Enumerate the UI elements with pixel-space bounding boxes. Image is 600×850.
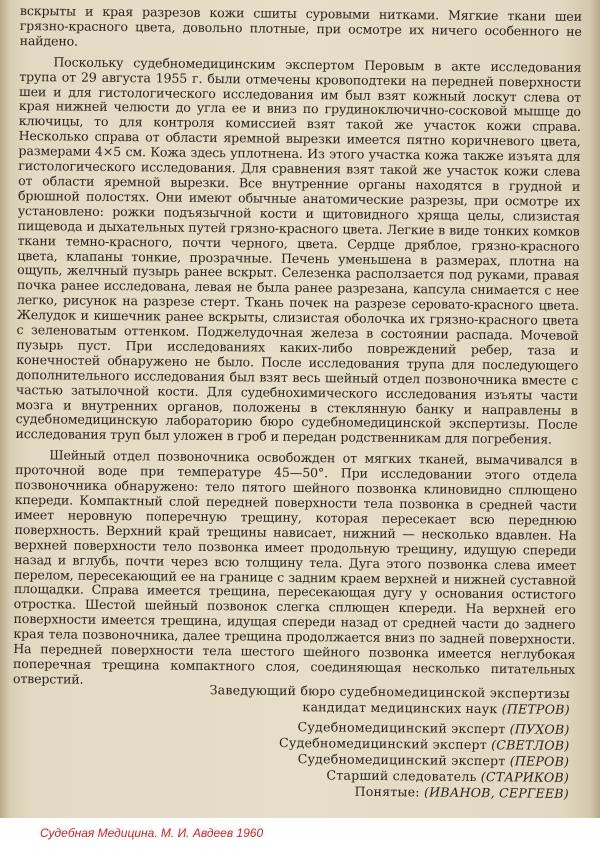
paragraph-autopsy-findings: Поскольку судебномедицинским экспертом Перовым в акте исследования трупа от 29 августа 1955 г. были отмечены кровоподтеки на передней поверхности шеи и для гистологического исследования им был взят кожный лоскут слева от края нижней челюсти до угла ее и вниз по грудиноключично-сосковой мышце до ключицы, то для контроля комиссией взят такой же участок кожи справа. Несколько справа от области яремной вырезки имеется пятно коричневого цвета, размерами 4×5 см. Кожа здесь уплотнена. Из этого участка кожа также изъята для гистологического исследования. Для сравнения взят такой же участок кожи слева от области яремной вырезки. Все внутренние органы находятся в грудной и брюшной полостях. Они имеют обычные анатомические разрезы, при осмотре их установлено: рожки подъязычной кости и щитовидного хряща целы, слизистая пищевода и дыхательных путей грязно-красного цвета. Легкие в виде тонких комков ткани темно-красного, почти черного, цвета. Сердце дряблое, грязно-красного цвета, клапаны тонкие, прозрачные. Печень уменьшена в размерах, плотна на ощупь, желчный пузырь ранее вскрыт. Селезенка расползается под руками, правая почка ранее исследована, левая не была ранее разрезана, капсула снимается с нее легко, рисунок на разрезе стерт. Ткань почек на разрезе серовато-красного цвета. Желудок и кишечник ранее вскрыты, слизистая оболочка их грязно-красного цвета с зеленоватым оттенком. Поджелудочная железа в состоянии распада. Мочевой пузырь пуст. При исследованиях каких-либо повреждений ребер, таза и конечностей обнаружено не было. После исследования трупа для последующего дополнительного исследования был взят весь шейный отдел позвоночника вместе с частью затылочной кости. Для судебнохимического исследования изъяты части мозга и внутренних органов, положены в стеклянную банку и направлены в судебномедицинскую лабораторию бюро судебномедицинской экспертизы. После исследования труп был уложен в гроб и передан родственникам для погребения. <box>15 54 582 447</box>
report-text <box>13 4 582 693</box>
signature-title: Судебномедицинский эксперт <box>279 734 488 753</box>
source-caption: Судебная Медицина. М. И. Авдеев 1960 <box>40 826 264 840</box>
signature-name-perov: (ПЕРОВ) <box>509 753 570 769</box>
signatures-block <box>169 682 570 802</box>
signature-head-title: Заведующий бюро судебномедицинской экспертизы <box>209 682 570 701</box>
signature-name-starikov: (СТАРИКОВ) <box>480 769 570 785</box>
signature-title: Старший следователь <box>326 767 477 785</box>
signature-name-witnesses: (ИВАНОВ, СЕРГЕЕВ) <box>423 784 569 801</box>
signature-name-svetlov: (СВЕТЛОВ) <box>491 737 570 753</box>
signature-name-petrov: (ПЕТРОВ) <box>501 701 570 717</box>
signature-head <box>170 698 570 718</box>
signature-head-degree: кандидат медицинских наук <box>302 699 498 717</box>
paragraph-continuation: вскрыты и края разрезов кожи сшиты суровыми нитками. Мягкие ткани шеи грязно-красного цвета, довольно плотные, при осмотре их ничего особенного не найдено. <box>19 3 582 49</box>
paragraph-spine-findings: Шейный отдел позвоночника освобожден от мягких тканей, вымачивался в проточной воде при температуре 45—50°. При исследовании этого отдела позвоночника обнаружено: тело пятого шейного позвонка клиновидно сплющено кпереди. Компактный слой передней поверхности тела позвонка в средней части имеет неровную поперечную трещину, которая пересекает всю переднюю поверхность. Верхний край трещины нависает, нижний — несколько вдавлен. На верхней поверхности тело позвонка имеет продольную трещину, идущую спереди назад и вглубь, почти через всю толщину тела. Дуга этого позвонка слева имеет перелом, пересекающий ее на границе с задним краем верхней и нижней суставной площадки. Справа имеется трещина, пересекающая дугу у основания остистого отростка. Шестой шейный позвонок слегка сплющен кпереди. На верхней его поверхности имеется трещина, идущая спереди назад от средней части до заднего края тела позвоночника, далее трещина продолжается вниз по задней поверхности. На передней поверхности тела шестого шейного позвонка имеется неглубокая поперечная трещина компактного слоя, соединяющая несколько питательных отверстий. <box>12 447 578 687</box>
signature-name-pukhov: (ПУХОВ) <box>509 721 570 737</box>
signature-title: Судебномедицинский эксперт <box>297 751 506 769</box>
signature-title: Судебномедицинский эксперт <box>297 719 506 737</box>
signature-title: Понятые: <box>354 783 420 800</box>
signature-witnesses <box>169 782 569 802</box>
